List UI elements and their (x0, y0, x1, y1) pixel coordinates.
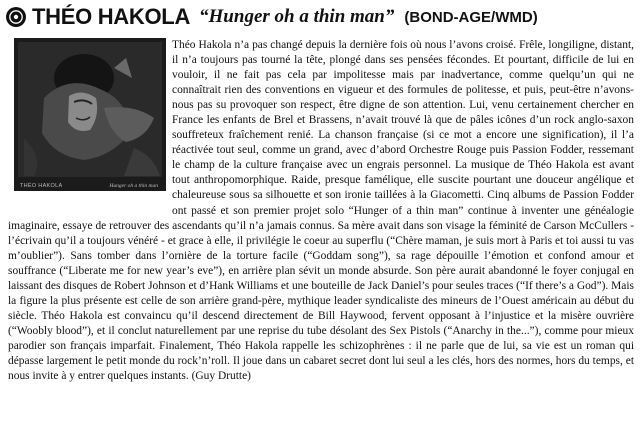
album-title: “Hunger oh a thin man” (199, 6, 395, 27)
cover-artist-text: THÉO HAKOLA (20, 183, 63, 189)
review-article (8, 38, 634, 384)
review-header (6, 4, 634, 30)
record-label: (BOND-AGE/WMD) (404, 8, 538, 26)
review-body-text: Théo Hakola n’a pas changé depuis la dernière fois où nous l’avons croisé. Frêle, longiligne, distant, il n’a toujours pas tourné la tête, plongé dans ses pensées fécondes. Et pourtant, difficile de lui en vouloir, il ne fait pas cela par impolitesse mais par inadvertance, comme quelqu’un qui ne connaîtrait rien des conventions en vigueur et des formules de politesse, et puis, peut-être n’avons-nous pas su provoquer son respect, être digne de son attention. Lui, venu certainement chercher en France les enfants de Brel et Brassens, n’avait trouvé là que de pâles icônes d’un rock anglo-saxon souffreteux fraîchement renié. La chanson française (si ce mot a encore une signification), il l’a réactivée tout seul, comme un grand, avec d’abord Orchestre Rouge puis Passion Fodder, ressemant le champ de la culture française avec un engrais personnel. La musique de Théo Hakola est avant tout anthropomorphique. Raide, presque famélique, elle suscite pourtant une douceur angélique et chaleureuse sous sa silhouette et son ironie taillées à la Giacometti. Cinq albums de Passion Fodder ont passé et son premier projet solo “Hunger of a thin man” continue à inventer une généalogie imaginaire, essaye de retrouver des ascendants qu’il n’a jamais connus. Sa mère avait dans son visage la féminité de Carson McCullers - l’écrivain qu’il a toujours vénéré - et grace à elle, il privilégie le coeur au superflu (“Chère maman, je suis mort à Paris et toi aussi tu vas m’oublier”). Sans tomber dans l’ornière de la torture facile (“Goddam song”), sa rage dépouille l’émotion et confond amour et souffrance (“Liberate me for new year’s eve”), en arrière plan sévit un monde absurde. Son père aurait abandonné le foyer conjugal en laissant des disques de Robert Johnson et d’Hank Williams et une bouteille de Jack Daniel’s pour seules traces (“If there’s a God”). Mais la figure la plus présente est celle de son arrière grand-père, mythique leader syndicaliste des mineurs de l’Ouest américain au début du siècle. Théo Hakola est convaincu qu’il descend directement de Bill Haywood, fervent opposant à l’injustice et la misère ouvrière (“Woobly blood”), et il conclut naturellement par une reprise du tube désolant des Sex Pistols (“Anarchy in the...”), comme pour mieux parodier son français imparfait. Finalement, Théo Hakola rappelle les schizophrènes : il ne parle que de lui, sa vie est un roman qui dépasse largement le petit monde du rock’n’roll. Il joue dans un cabaret secret dont lui seul a les clés, hors des normes, hors du temps, et nous invite à y entrer quelques instants. (Guy Drutte) (8, 39, 634, 383)
cover-title-text: Hunger oh a thin man (109, 183, 158, 189)
record-disc-icon (6, 7, 26, 27)
cover-spacer (8, 38, 168, 214)
artist-name: THÉO HAKOLA (32, 4, 191, 29)
